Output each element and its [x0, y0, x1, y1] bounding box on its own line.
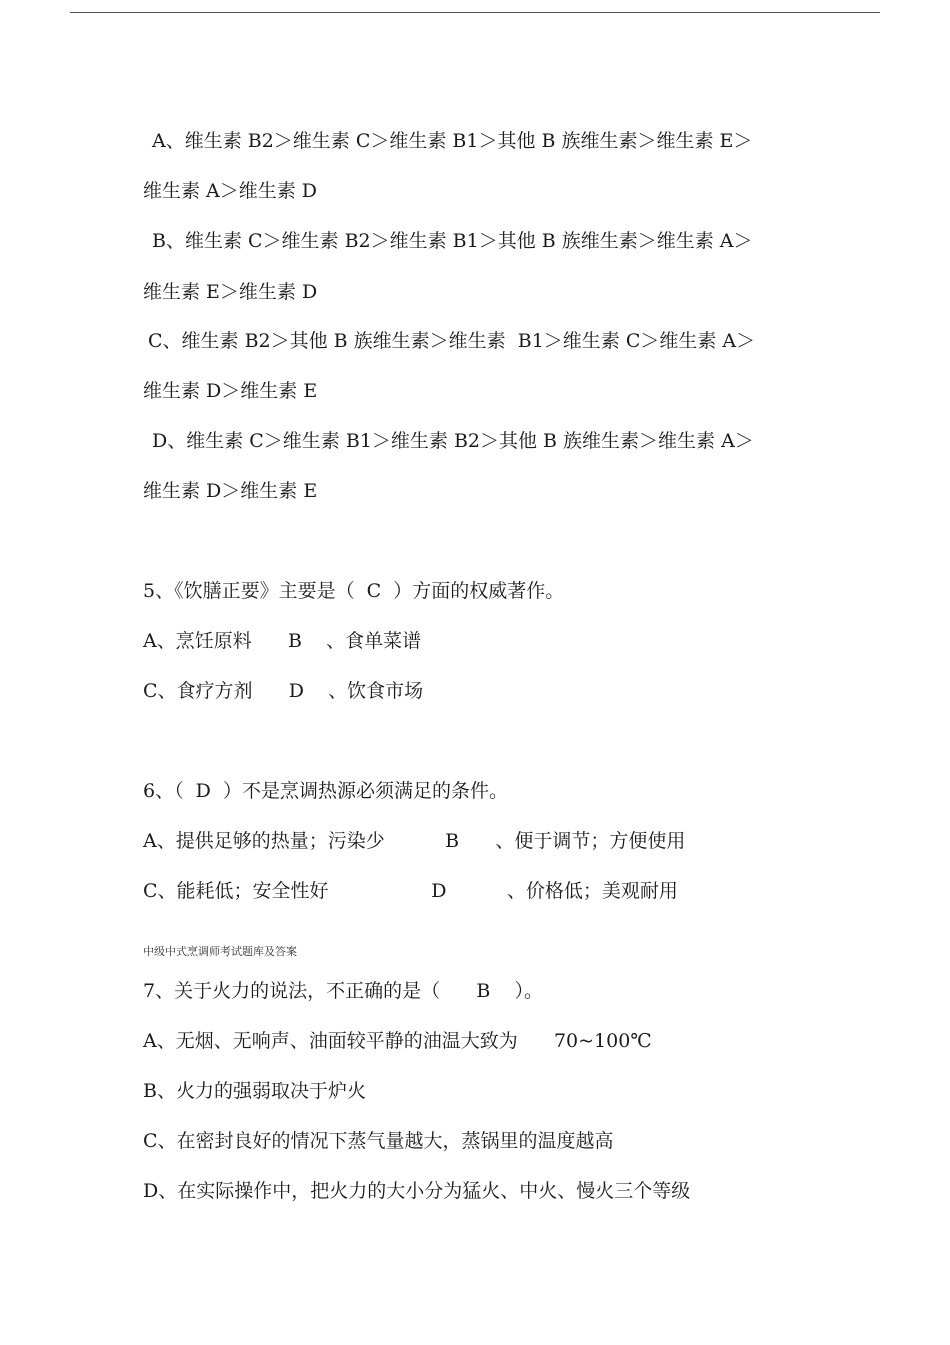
document-title-note: 中级中式烹调师考试题库及答案	[143, 945, 297, 958]
q4-option-a-line2: 维生素 A＞维生素 D	[143, 180, 318, 202]
q6-options-row2: C、能耗低；安全性好 D 、价格低；美观耐用	[143, 880, 678, 902]
q6-options-row1: A、提供足够的热量；污染少 B 、便于调节；方便使用	[143, 830, 686, 852]
q5-stem: 5、《饮膳正要》主要是（ C ）方面的权威著作。	[143, 580, 565, 602]
q4-option-c-line1: C、维生素 B2＞其他 B 族维生素＞维生素 B1＞维生素 C＞维生素 A＞	[148, 330, 756, 352]
q4-option-b-line2: 维生素 E＞维生素 D	[143, 281, 318, 303]
q4-option-c-line2: 维生素 D＞维生素 E	[143, 380, 318, 402]
q4-option-d-line1: D、维生素 C＞维生素 B1＞维生素 B2＞其他 B 族维生素＞维生素 A＞	[152, 430, 754, 452]
q7-option-b: B、火力的强弱取决于炉火	[143, 1080, 366, 1102]
q6-stem: 6、（ D ）不是烹调热源必须满足的条件。	[143, 780, 508, 802]
q4-option-a-line1: A、维生素 B2＞维生素 C＞维生素 B1＞其他 B 族维生素＞维生素 E＞	[152, 130, 753, 152]
q5-options-row1: A、烹饪原料 B 、食单菜谱	[143, 630, 422, 652]
q4-option-d-line2: 维生素 D＞维生素 E	[143, 480, 318, 502]
q7-option-c: C、在密封良好的情况下蒸气量越大，蒸锅里的温度越高	[143, 1130, 614, 1152]
q5-options-row2: C、食疗方剂 D 、饮食市场	[143, 680, 424, 702]
q4-option-b-line1: B、维生素 C＞维生素 B2＞维生素 B1＞其他 B 族维生素＞维生素 A＞	[152, 230, 753, 252]
q7-stem: 7、关于火力的说法，不正确的是（ B ）。	[143, 980, 543, 1002]
q7-option-a: A、无烟、无响声、油面较平静的油温大致为 70~100℃	[143, 1030, 652, 1052]
header-rule	[70, 12, 880, 13]
q7-option-d: D、在实际操作中，把火力的大小分为猛火、中火、慢火三个等级	[143, 1180, 691, 1202]
